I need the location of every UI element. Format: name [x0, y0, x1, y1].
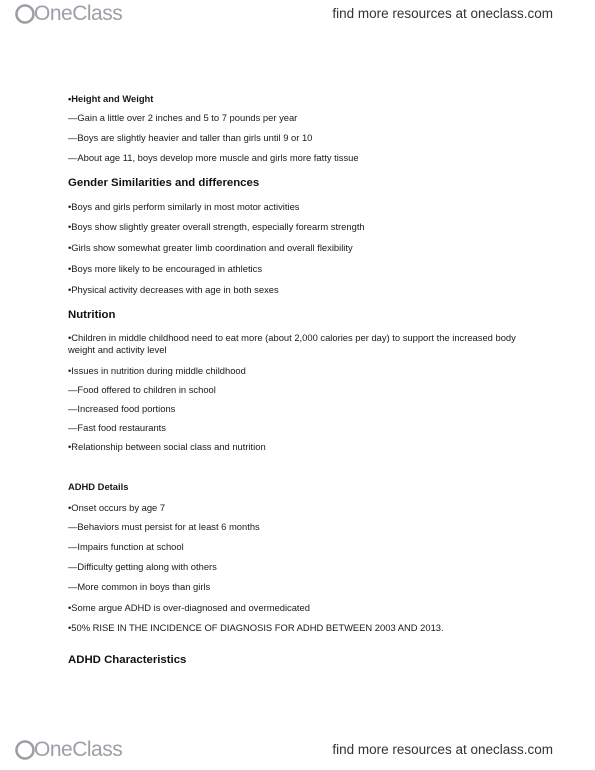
list-item: •Onset occurs by age 7	[68, 502, 166, 513]
list-item: •50% RISE IN THE INCIDENCE OF DIAGNOSIS FOR ADHD BETWEEN 2003 AND 2013.	[68, 622, 444, 633]
list-item: •Boys and girls perform similarly in most motor activities	[68, 201, 300, 212]
section-heading-gender: Gender Similarities and differences	[68, 177, 260, 189]
list-item: •Boys more likely to be encouraged in athletics	[68, 263, 263, 274]
list-item: •Boys show slightly greater overall strength, especially forearm strength	[68, 221, 365, 232]
list-item: —Fast food restaurants	[68, 422, 166, 433]
oneclass-logo[interactable]	[14, 738, 122, 762]
list-item: •Physical activity decreases with age in both sexes	[68, 284, 279, 295]
page-footer	[0, 736, 595, 766]
list-item: —More common in boys than girls	[68, 581, 211, 592]
page-header	[0, 0, 595, 30]
list-item: —Boys are slightly heavier and taller than girls until 9 or 10	[68, 132, 313, 143]
list-item: —Increased food portions	[68, 403, 176, 414]
list-item: •Relationship between social class and nutrition	[68, 441, 266, 452]
section-heading-nutrition: Nutrition	[68, 309, 116, 321]
oneclass-logo[interactable]	[14, 2, 122, 26]
list-item: •Issues in nutrition during middle childhood	[68, 365, 246, 376]
list-item: —Behaviors must persist for at least 6 months	[68, 521, 260, 532]
list-item: —Impairs function at school	[68, 541, 184, 552]
list-item: •Girls show somewhat greater limb coordination and overall flexibility	[68, 242, 353, 253]
logo-text: OneClass	[34, 738, 123, 761]
list-item: —Difficulty getting along with others	[68, 561, 217, 572]
section-heading-adhd-characteristics: ADHD Characteristics	[68, 654, 187, 666]
section-title-height-weight: •Height and Weight	[68, 93, 154, 104]
logo-text: OneClass	[34, 2, 123, 25]
list-item: —Gain a little over 2 inches and 5 to 7 pounds per year	[68, 112, 298, 123]
section-heading-adhd-details: ADHD Details	[68, 481, 129, 492]
oneclass-logo-icon	[14, 739, 36, 761]
header-promo-link[interactable]: find more resources at oneclass.com	[332, 6, 553, 21]
oneclass-logo-icon	[14, 3, 36, 25]
list-item: —Food offered to children in school	[68, 384, 216, 395]
list-item: —About age 11, boys develop more muscle and girls more fatty tissue	[68, 152, 359, 163]
list-item: •Some argue ADHD is over-diagnosed and overmedicated	[68, 602, 310, 613]
footer-promo-link[interactable]: find more resources at oneclass.com	[332, 742, 553, 757]
list-item: •Children in middle childhood need to eat more (about 2,000 calories per day) to support the increased body weight and activity level	[68, 332, 516, 355]
